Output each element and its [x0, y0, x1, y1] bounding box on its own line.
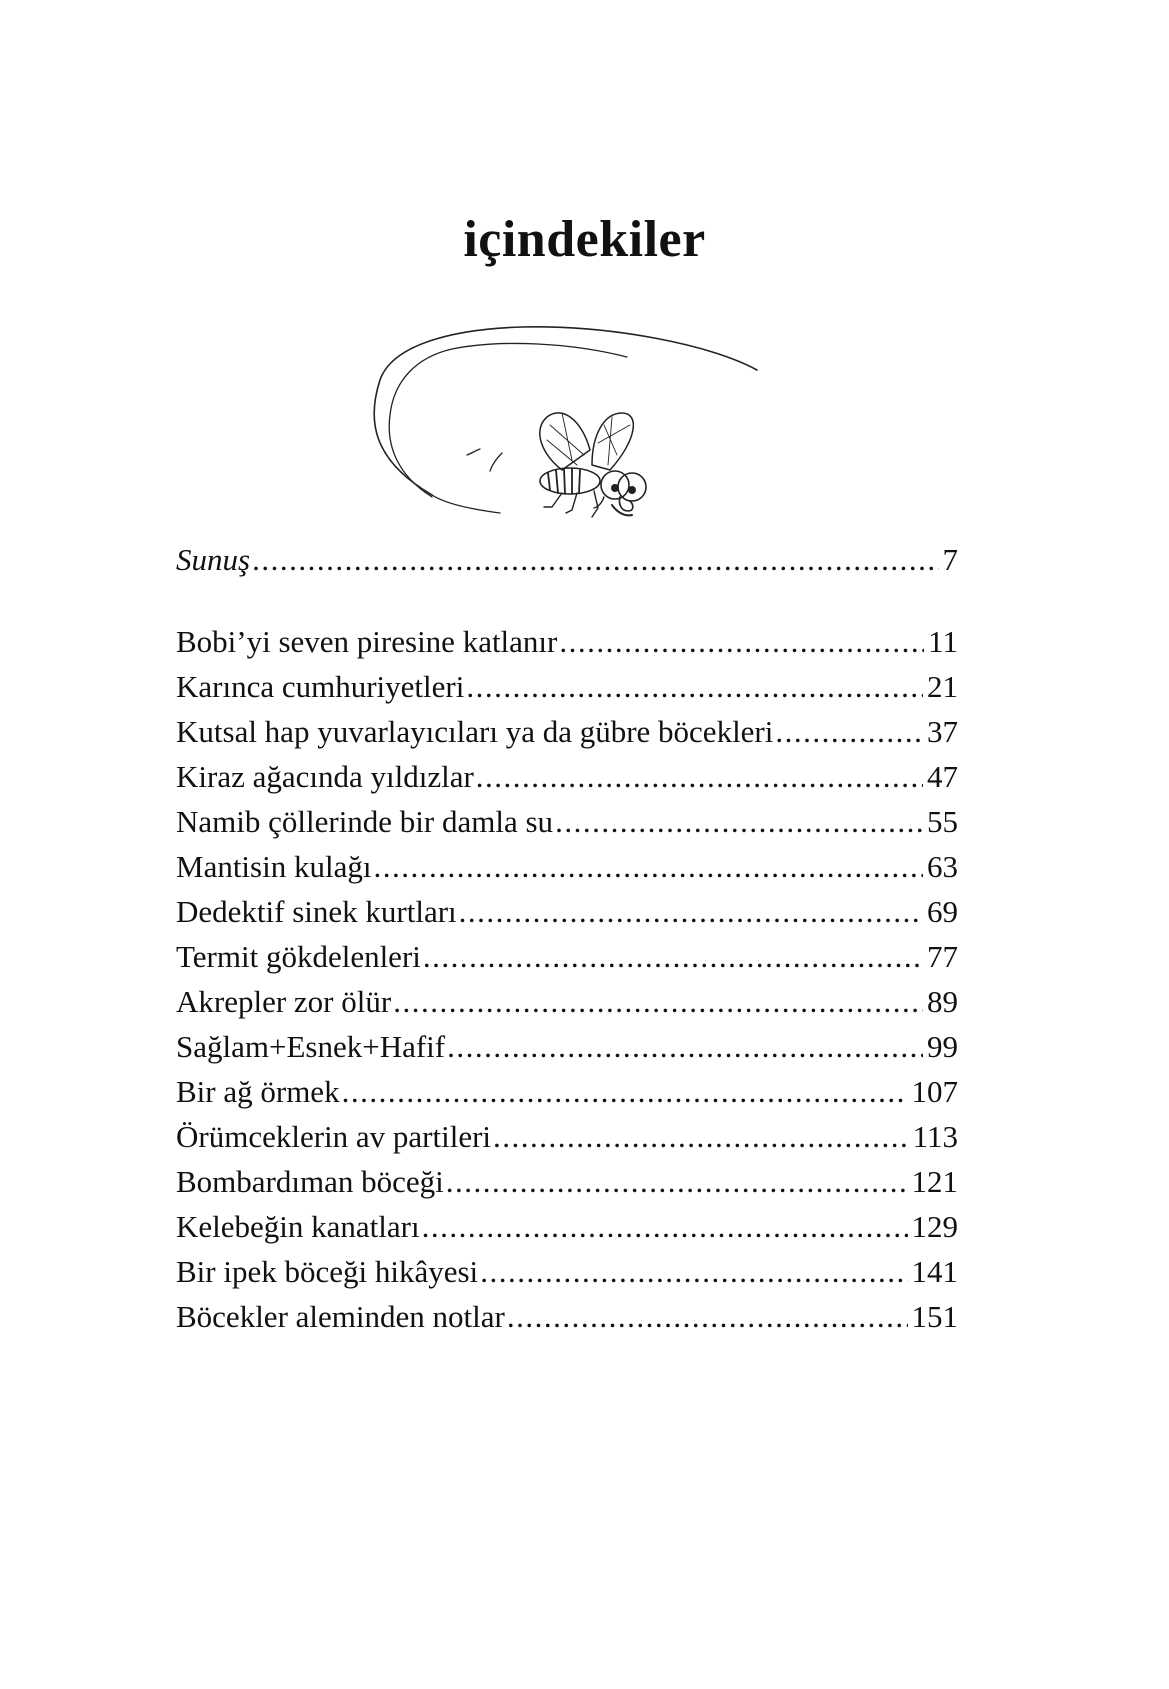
toc-entry[interactable]: [176, 710, 958, 754]
toc-leader-dots: [423, 935, 923, 979]
toc-entry[interactable]: [176, 1070, 958, 1114]
toc-leader-dots: [493, 1115, 909, 1159]
toc-entry[interactable]: [176, 935, 958, 979]
toc-entry[interactable]: [176, 800, 958, 844]
toc-entry-page: 55: [927, 804, 958, 839]
toc-leader-dots: [476, 755, 923, 799]
toc-entry[interactable]: [176, 845, 958, 889]
toc-entry-page: 151: [911, 1299, 958, 1334]
toc-entry-title: Bombardıman böceği: [176, 1164, 444, 1199]
toc-entry-page: 7: [942, 542, 958, 577]
toc-entry-page: 113: [912, 1119, 958, 1154]
toc-entry-title: Sağlam+Esnek+Hafif: [176, 1029, 446, 1064]
toc-entry-title: Böcekler aleminden notlar: [176, 1299, 505, 1334]
toc-entry[interactable]: [176, 1115, 958, 1159]
toc-entry-page: 121: [911, 1164, 958, 1199]
toc-entry[interactable]: [176, 890, 958, 934]
toc-entry-title: Kiraz ağacında yıldızlar: [176, 759, 474, 794]
toc-entry[interactable]: [176, 980, 958, 1024]
toc-leader-dots: [775, 710, 923, 754]
toc-leader-dots: [555, 800, 923, 844]
toc-leader-dots: [459, 890, 923, 934]
toc-leader-dots: [422, 1205, 908, 1249]
toc-leader-dots: [480, 1250, 907, 1294]
toc-entry[interactable]: [176, 1250, 958, 1294]
toc-entry-page: 77: [927, 939, 958, 974]
toc-leader-dots: [507, 1295, 908, 1339]
toc-leader-dots: [559, 620, 924, 664]
toc-entry[interactable]: [176, 755, 958, 799]
toc-entry[interactable]: [176, 1205, 958, 1249]
toc-entry-page: 141: [911, 1254, 958, 1289]
toc-entry[interactable]: [176, 665, 958, 709]
toc-leader-dots: [446, 1160, 908, 1204]
toc-entry-title: Bir ağ örmek: [176, 1074, 340, 1109]
toc-leader-dots: [466, 665, 923, 709]
toc-entry-title: Akrepler zor ölür: [176, 984, 392, 1019]
toc-leader-dots: [373, 845, 923, 889]
toc-entry-page: 69: [927, 894, 958, 929]
toc-entry-page: 63: [927, 849, 958, 884]
toc-entry-title: Termit gökdelenleri: [176, 939, 421, 974]
toc-entry[interactable]: [176, 1025, 958, 1069]
toc-entry-title: Kelebeğin kanatları: [176, 1209, 420, 1244]
toc-entry-title: Bobi’yi seven piresine katlanır: [176, 624, 558, 659]
toc-entry-title: Bir ipek böceği hikâyesi: [176, 1254, 479, 1289]
toc-entry[interactable]: [176, 620, 958, 664]
toc-entry-title: Sunuş: [176, 542, 251, 577]
toc-entry-preface[interactable]: [176, 538, 958, 582]
toc-entry-page: 21: [927, 669, 958, 704]
toc-entry-page: 129: [911, 1209, 958, 1244]
fly-drawing-icon: [372, 325, 772, 565]
toc-entry[interactable]: [176, 1295, 958, 1339]
toc-entry-title: Dedektif sinek kurtları: [176, 894, 457, 929]
toc-entry-page: 107: [911, 1074, 958, 1109]
toc-entry-page: 37: [927, 714, 958, 749]
toc-entry-page: 11: [928, 624, 958, 659]
toc-entry-page: 47: [927, 759, 958, 794]
toc-leader-dots: [447, 1025, 923, 1069]
toc-entry-page: 99: [927, 1029, 958, 1064]
toc-leader-dots: [342, 1070, 908, 1114]
toc-entry[interactable]: [176, 1160, 958, 1204]
toc-leader-dots: [393, 980, 923, 1024]
toc-entry-page: 89: [927, 984, 958, 1019]
toc-entry-title: Kutsal hap yuvarlayıcıları ya da gübre böcekleri: [176, 714, 774, 749]
toc-entry-title: Namib çöllerinde bir damla su: [176, 804, 554, 839]
toc-entry-title: Mantisin kulağı: [176, 849, 372, 884]
toc-entry-title: Örümceklerin av partileri: [176, 1119, 492, 1154]
toc-leader-dots: [252, 538, 938, 582]
toc-entry-title: Karınca cumhuriyetleri: [176, 669, 465, 704]
page-title: içindekiler: [463, 211, 706, 268]
